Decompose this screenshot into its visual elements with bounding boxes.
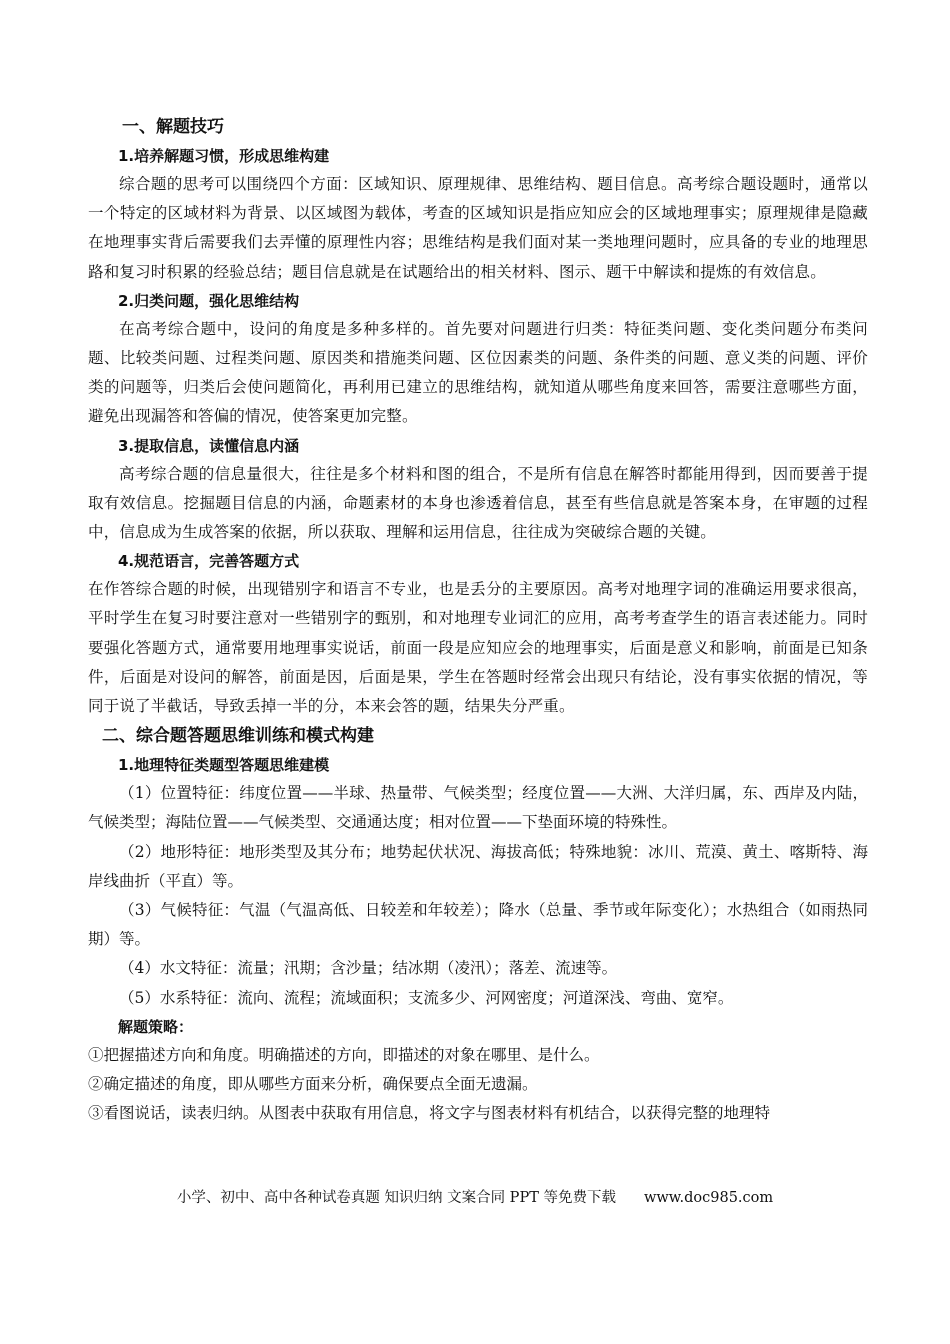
section-1-title: 一、解题技巧 [122,117,224,137]
strategy-item-3: ③看图说话，读表归纳。从图表中获取有用信息，将文字与图表材料有机结合，以获得完整的地理特 [88,1104,771,1123]
section-1-sub-4-text: 在作答综合题的时候，出现错别字和语言不专业，也是丢分的主要原因。高考对地理字词的准确运用要求很高，平时学生在复习时要注意对一些错别字的甄别，和对地理专业词汇的应用，高考考查学生的语言表述能力。同时要强化答题方式，通常要用地理事实说话，前面一段是应知应会的地理事实，后面是意义和影响，前面是已知条件，后面是对设问的解答，前面是因，后面是果，学生在答题时经常会出现只有结论，没有事实依据的情况，等同于说了半截话，导致丢掉一半的分，本来会答的题，结果失分严重。 [88,580,868,716]
section-1-sub-1-text: 综合题的思考可以围绕四个方面：区域知识、原理规律、思维结构、题目信息。高考综合题设题时，通常以一个特定的区域材料为背景、以区域图为载体，考查的区域知识是指应知应会的区域地理事实；原理规律是隐藏在地理事实背后需要我们去弄懂的原理性内容；思维结构是我们面对某一类地理问题时，应具备的专业的地理思路和复习时积累的经验总结；题目信息就是在试题给出的相关材料、图示、题干中解读和提炼的有效信息。 [88,175,868,281]
feature-item-terrain: （2）地形特征：地形类型及其分布；地势起伏状况、海拔高低；特殊地貌：冰川、荒漠、黄土、喀斯特、海岸线曲折（平直）等。 [88,842,868,890]
strategy-item-1: ①把握描述方向和角度。明确描述的方向，即描述的对象在哪里、是什么。 [88,1045,600,1064]
section-2-title: 二、综合题答题思维训练和模式构建 [102,726,374,747]
document-body [88,112,868,1128]
section-1-sub-3-heading: 3.提取信息，读懂信息内涵 [118,436,300,455]
section-1-sub-2-heading: 2.归类问题，强化思维结构 [118,291,300,310]
section-1-sub-1-heading: 1.培养解题习惯，形成思维构建 [118,147,330,165]
feature-item-river-system: （5）水系特征：流向、流程；流域面积；支流多少、河网密度；河道深浅、弯曲、宽窄。 [119,988,734,1007]
feature-item-hydrology: （4）水文特征：流量；汛期；含沙量；结冰期（凌汛）；落差、流速等。 [119,959,618,978]
footer-site-link[interactable]: www.doc985.com [643,1190,774,1206]
section-1-sub-2-text: 在高考综合题中，设问的角度是多种多样的。首先要对问题进行归类：特征类问题、变化类问题分布类问题、比较类问题、过程类问题、原因类和措施类问题、区位因素类的问题、条件类的问题、意义类的问题、评价类的问题等，归类后会使问题简化，再利用已建立的思维结构，就知道从哪些角度来回答，需要注意哪些方面，避免出现漏答和答偏的情况，使答案更加完整。 [88,319,868,426]
section-1-sub-4-heading: 4.规范语言，完善答题方式 [118,552,300,571]
strategy-item-2: ②确定描述的角度，即从哪些方面来分析，确保要点全面无遗漏。 [88,1075,538,1094]
footer-text: 小学、初中、高中各种试卷真题 知识归纳 文案合同 PPT 等免费下载 [176,1190,616,1206]
strategy-heading: 解题策略： [118,1017,194,1036]
feature-item-position: （1）位置特征：纬度位置——半球、热量带、气候类型；经度位置——大洲、大洋归属，东、西岸及内陆，气候类型；海陆位置——气候类型、交通通达度；相对位置——下垫面环境的特殊性。 [88,784,868,832]
page-footer [0,1187,950,1209]
section-1-sub-3-text: 高考综合题的信息量很大，往往是多个材料和图的组合，不是所有信息在解答时都能用得到，因而要善于提取有效信息。挖掘题目信息的内涵，命题素材的本身也渗透着信息，甚至有些信息就是答案本身，在审题的过程中，信息成为生成答案的依据，所以获取、理解和运用信息，往往成为突破综合题的关键。 [88,464,868,542]
section-2-sub-1-heading: 1.地理特征类题型答题思维建模 [118,756,330,775]
feature-item-climate: （3）气候特征：气温（气温高低、日较差和年较差）；降水（总量、季节或年际变化）；水热组合（如雨热同期）等。 [88,901,868,949]
